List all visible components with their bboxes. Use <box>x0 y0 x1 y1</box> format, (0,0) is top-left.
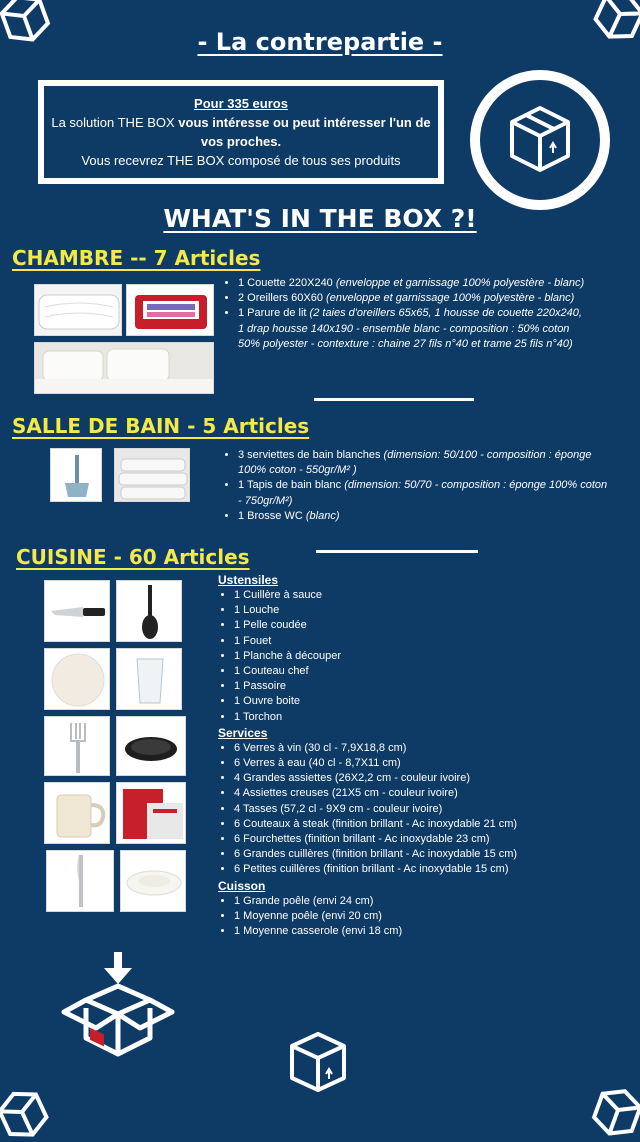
toilet-brush-image <box>50 448 102 502</box>
water-glass-image <box>116 648 182 710</box>
divider <box>314 398 474 401</box>
sdb-list <box>222 448 610 524</box>
list-item: • 1 Ouvre boite <box>234 694 618 709</box>
list-item <box>238 276 588 291</box>
item-text: 1 Parure de lit <box>238 307 310 320</box>
list-item: • 1 Pelle coudée <box>234 618 618 633</box>
list-item: • 4 Grandes assiettes (26X2,2 cm - couleur ivoire) <box>234 771 618 786</box>
cuisson-heading: Cuisson <box>218 878 266 893</box>
list-item: • 1 Grande poêle (envi 24 cm) <box>234 894 618 909</box>
services-list <box>218 741 618 878</box>
intro-line2: Vous recevrez THE BOX composé de tous ses produits <box>81 153 401 168</box>
chambre-title: CHAMBRE -- 7 Articles <box>12 246 261 270</box>
steak-knife-image <box>46 850 114 912</box>
list-item: • 1 Torchon <box>234 710 618 725</box>
list-item: • 6 Verres à eau (40 cl - 8,7X11 cm) <box>234 756 618 771</box>
cuisson-list <box>218 894 618 940</box>
divider <box>316 550 478 553</box>
mug-image <box>44 782 110 844</box>
chambre-list <box>222 276 588 352</box>
cutting-board-image <box>44 648 110 710</box>
list-item: • 6 Verres à vin (30 cl - 7,9X18,8 cm) <box>234 741 618 756</box>
item-note: (dimension: 50/70 - composition : éponge 100% coton - 750gr/M²) <box>238 479 608 507</box>
item-note: (enveloppe et garnissage 100% polyestère - blanc) <box>326 292 575 305</box>
list-item: • 6 Petites cuillères (finition brillant - Ac inoxydable 15 cm) <box>234 862 618 877</box>
duvet-image <box>34 284 122 336</box>
list-item: • 1 Fouet <box>234 634 618 649</box>
list-item: • 6 Couteaux à steak (finition brillant - Ac inoxydable 21 cm) <box>234 817 618 832</box>
list-item <box>238 478 610 508</box>
list-item: • 4 Assiettes creuses (21X5 cm - couleur ivoire) <box>234 786 618 801</box>
list-item <box>238 291 588 306</box>
frying-pan-image <box>116 716 186 776</box>
box-icon-bottom-center <box>288 1030 348 1094</box>
ustensiles-heading: Ustensiles <box>218 573 279 587</box>
intro-line1-plain: La solution THE BOX <box>51 115 179 130</box>
list-item: • 6 Fourchettes (finition brillant - Ac inoxydable 23 cm) <box>234 832 618 847</box>
intro-box <box>38 80 444 184</box>
open-box-icon <box>506 104 574 176</box>
list-item <box>238 448 610 478</box>
item-note: (enveloppe et garnissage 100% polyestère - blanc) <box>335 277 585 289</box>
list-item: • 1 Cuillère à sauce <box>234 588 618 603</box>
item-note: (dimension: 50/100 - composition : éponge 100% coton - 550gr/M² ) <box>238 449 592 477</box>
list-item <box>238 509 610 524</box>
sdb-title: SALLE DE BAIN - 5 Articles <box>12 414 310 438</box>
bedding-image <box>34 342 214 394</box>
sauce-spoon-image <box>116 580 182 642</box>
item-text: 3 serviettes de bain blanches <box>238 449 384 461</box>
list-item: • 1 Moyenne poêle (envi 20 cm) <box>234 909 618 924</box>
list-item <box>238 306 588 352</box>
chef-knife-image <box>44 580 110 642</box>
towels-image <box>114 448 190 502</box>
list-item: • 1 Couteau chef <box>234 664 618 679</box>
tea-towel-image <box>116 782 186 844</box>
item-text: 1 Tapis de bain blanc <box>238 479 345 492</box>
whats-in-the-box-title: WHAT'S IN THE BOX ?! <box>163 204 477 233</box>
list-item: • 1 Moyenne casserole (envi 18 cm) <box>234 924 618 939</box>
item-text: 1 Couette 220X240 <box>238 277 336 289</box>
fork-image <box>44 716 110 776</box>
list-item: • 1 Passoire <box>234 679 618 694</box>
pillow-pack-image <box>126 284 214 336</box>
intro-line1 <box>44 113 438 151</box>
deep-plate-image <box>120 850 186 912</box>
intro-line1-bold: vous intéresse ou peut intéresser l'un de vos proches. <box>178 115 431 149</box>
box-icon-bottom-left <box>0 1082 52 1142</box>
list-item: • 6 Grandes cuillères (finition brillant - Ac inoxydable 15 cm) <box>234 847 618 862</box>
box-icon-bottom-right <box>588 1080 640 1140</box>
list-item: • 1 Louche <box>234 603 618 618</box>
cuisine-title: CUISINE - 60 Articles <box>16 545 250 569</box>
box-logo-circle <box>470 70 610 210</box>
item-text: 1 Brosse WC <box>238 509 306 522</box>
list-item: • 1 Planche à découper <box>234 649 618 664</box>
page-title: - La contrepartie - <box>197 28 443 56</box>
cuisine-list <box>218 572 618 939</box>
services-heading: Services <box>218 725 268 740</box>
item-note: (2 taies d'oreillers 65x65, 1 housse de couette 220x240, 1 drap housse 140x190 - ensemble blanc - composition : 50% coton 50% polyester - contexture : chaine 27 fils n°40 et trame 25 fils n°40) <box>238 307 582 350</box>
ustensiles-list <box>218 588 618 725</box>
open-box-arrow-icon <box>56 950 180 1062</box>
intro-price: Pour 335 euros <box>194 96 288 111</box>
item-text: 2 Oreillers 60X60 <box>238 292 327 305</box>
list-item: • 4 Tasses (57,2 cl - 9X9 cm - couleur ivoire) <box>234 802 618 817</box>
item-note: (blanc) <box>305 509 340 522</box>
